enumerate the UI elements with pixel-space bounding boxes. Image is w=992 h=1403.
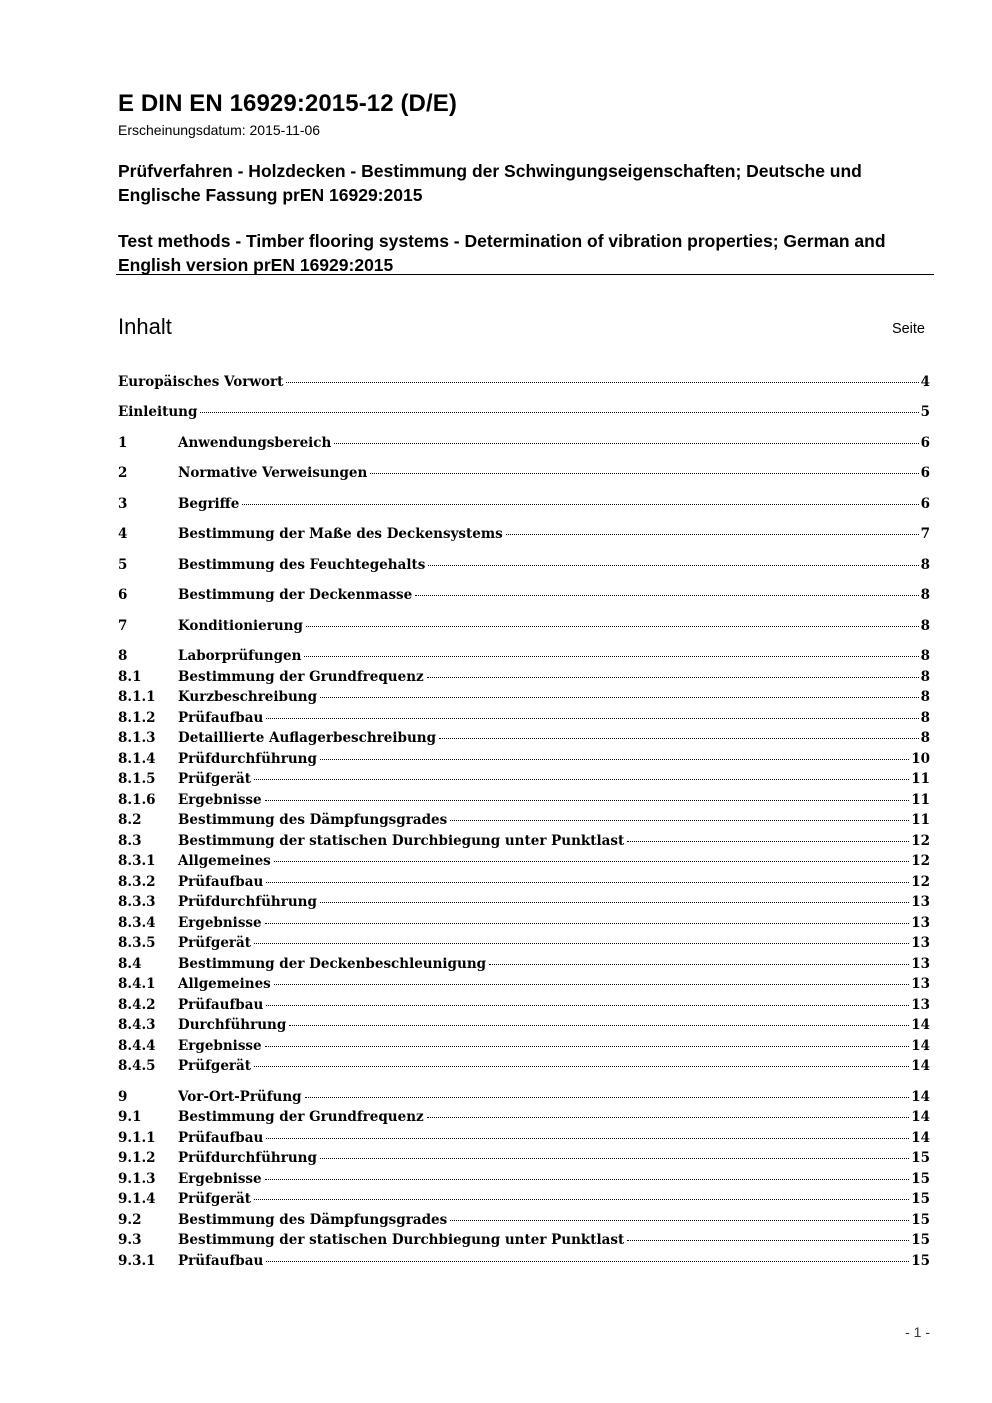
toc-entry-number: 5 xyxy=(118,557,128,573)
toc-entry-page: 8 xyxy=(920,648,930,664)
toc-entry-page: 12 xyxy=(911,833,930,849)
toc-entry[interactable] xyxy=(118,463,930,483)
toc-entry[interactable] xyxy=(118,851,930,871)
toc-entry[interactable] xyxy=(118,1128,930,1148)
toc-dot-leader xyxy=(200,412,918,413)
toc-entry-page: 12 xyxy=(911,853,930,869)
toc-entry-page: 13 xyxy=(911,935,930,951)
publication-date: Erscheinungsdatum: 2015-11-06 xyxy=(118,122,321,138)
toc-entry-label: Ergebnisse xyxy=(178,1171,262,1187)
toc-entry-label: Bestimmung der Grundfrequenz xyxy=(178,669,424,685)
toc-entry[interactable] xyxy=(118,555,930,575)
toc-entry-label: Allgemeines xyxy=(178,853,271,869)
toc-entry-page: 13 xyxy=(911,956,930,972)
toc-entry-page: 14 xyxy=(911,1130,930,1146)
toc-dot-leader xyxy=(286,382,918,383)
toc-entry[interactable] xyxy=(118,1087,930,1107)
toc-entry-label: Prüfaufbau xyxy=(178,997,264,1013)
toc-entry[interactable] xyxy=(118,402,930,422)
toc-dot-leader xyxy=(274,984,909,985)
toc-entry-label: Bestimmung des Dämpfungsgrades xyxy=(178,1212,448,1228)
toc-entry[interactable] xyxy=(118,749,930,769)
toc-dot-leader xyxy=(450,820,909,821)
toc-entry-number: 8.4.2 xyxy=(118,997,156,1013)
toc-dot-leader xyxy=(428,565,918,566)
toc-entry[interactable] xyxy=(118,954,930,974)
toc-dot-leader xyxy=(627,1240,909,1241)
toc-dot-leader xyxy=(254,1066,909,1067)
toc-entry-label: Laborprüfungen xyxy=(178,648,302,664)
toc-entry[interactable] xyxy=(118,667,930,687)
toc-dot-leader xyxy=(334,443,918,444)
toc-dot-leader xyxy=(304,656,918,657)
toc-entry-page: 14 xyxy=(911,1109,930,1125)
toc-entry-page: 13 xyxy=(911,894,930,910)
toc-entry-label: Detaillierte Auflagerbeschreibung xyxy=(178,730,437,746)
toc-entry[interactable] xyxy=(118,524,930,544)
toc-entry[interactable] xyxy=(118,831,930,851)
toc-entry-page: 14 xyxy=(911,1038,930,1054)
toc-entry-number: 8.4.1 xyxy=(118,976,156,992)
toc-entry-label: Prüfdurchführung xyxy=(178,1150,317,1166)
toc-entry[interactable] xyxy=(118,974,930,994)
toc-entry-page: 8 xyxy=(920,618,930,634)
toc-entry-number: 8.2 xyxy=(118,812,142,828)
toc-entry-number: 9.1.4 xyxy=(118,1191,156,1207)
toc-dot-leader xyxy=(320,697,919,698)
toc-dot-leader xyxy=(265,1046,910,1047)
page-number: - 1 - xyxy=(905,1324,930,1340)
toc-entry-number: 8.4.4 xyxy=(118,1038,156,1054)
toc-entry-page: 11 xyxy=(911,792,930,808)
toc-entry-page: 8 xyxy=(920,587,930,603)
toc-entry-label: Konditionierung xyxy=(178,618,303,634)
toc-entry-number: 8.3.5 xyxy=(118,935,156,951)
toc-entry[interactable] xyxy=(118,1251,930,1271)
toc-entry-number: 6 xyxy=(118,587,128,603)
toc-entry-number: 9.3 xyxy=(118,1232,142,1248)
toc-dot-leader xyxy=(266,1005,909,1006)
toc-entry-page: 8 xyxy=(920,557,930,573)
toc-entry-page: 15 xyxy=(911,1212,930,1228)
toc-dot-leader xyxy=(439,738,919,739)
toc-entry-number: 8.3.4 xyxy=(118,915,156,931)
toc-entry[interactable] xyxy=(118,995,930,1015)
toc-entry-number: 8.1.2 xyxy=(118,710,156,726)
toc-entry-label: Prüfaufbau xyxy=(178,710,264,726)
toc-dot-leader xyxy=(306,626,919,627)
toc-dot-leader xyxy=(320,759,909,760)
toc-entry-number: 4 xyxy=(118,526,128,542)
toc-entry[interactable] xyxy=(118,1210,930,1230)
toc-entry-number: 8.3.2 xyxy=(118,874,156,890)
toc-dot-leader xyxy=(427,1117,910,1118)
toc-entry-label: Ergebnisse xyxy=(178,792,262,808)
toc-entry[interactable] xyxy=(118,708,930,728)
toc-entry[interactable] xyxy=(118,810,930,830)
toc-entry[interactable] xyxy=(118,1148,930,1168)
toc-entry-label: Prüfaufbau xyxy=(178,1130,264,1146)
toc-entry-label: Prüfaufbau xyxy=(178,1253,264,1269)
toc-entry-number: 8.3.3 xyxy=(118,894,156,910)
toc-entry[interactable] xyxy=(118,933,930,953)
toc-entry[interactable] xyxy=(118,769,930,789)
toc-heading: Inhalt xyxy=(118,314,172,339)
toc-entry-page: 15 xyxy=(911,1150,930,1166)
toc-entry-page: 8 xyxy=(920,730,930,746)
toc-dot-leader xyxy=(506,534,919,535)
toc-entry-number: 8.4.3 xyxy=(118,1017,156,1033)
toc-dot-leader xyxy=(254,1199,909,1200)
toc-dot-leader xyxy=(489,964,909,965)
toc-entry-label: Prüfdurchführung xyxy=(178,894,317,910)
toc-entry-label: Begriffe xyxy=(178,496,240,512)
toc-dot-leader xyxy=(427,677,919,678)
toc-entry-page: 11 xyxy=(911,812,930,828)
toc-entry-number: 8.3.1 xyxy=(118,853,156,869)
toc-entry-page: 14 xyxy=(911,1089,930,1105)
toc-entry-number: 8 xyxy=(118,648,128,664)
toc-dot-leader xyxy=(289,1025,909,1026)
toc-dot-leader xyxy=(254,779,909,780)
toc-dot-leader xyxy=(266,1138,909,1139)
toc-entry-page: 15 xyxy=(911,1171,930,1187)
toc-entry-number: 2 xyxy=(118,465,128,481)
toc-entry[interactable] xyxy=(118,790,930,810)
title-divider xyxy=(116,274,934,275)
toc-entry[interactable] xyxy=(118,892,930,912)
toc-entry-number: 8.1.4 xyxy=(118,751,156,767)
toc-entry-page: 11 xyxy=(911,771,930,787)
title-english: Test methods - Timber flooring systems - Determination of vibration properties; German and English version prEN 16929:2015 xyxy=(118,231,886,275)
toc-dot-leader xyxy=(370,473,918,474)
toc-entry-page: 13 xyxy=(911,915,930,931)
document-title: E DIN EN 16929:2015-12 (D/E) xyxy=(118,90,457,117)
toc-dot-leader xyxy=(415,595,918,596)
toc-entry-label: Bestimmung der Deckenbeschleunigung xyxy=(178,956,487,972)
toc-entry[interactable] xyxy=(118,1015,930,1035)
toc-entry-label: Durchführung xyxy=(178,1017,287,1033)
toc-entry-label: Prüfgerät xyxy=(178,1058,252,1074)
toc-dot-leader xyxy=(242,504,918,505)
toc-entry-label: Prüfgerät xyxy=(178,771,252,787)
toc-entry-page: 6 xyxy=(920,435,930,451)
toc-entry[interactable] xyxy=(118,1230,930,1250)
toc-dot-leader xyxy=(266,718,918,719)
toc-entry-page: 8 xyxy=(920,710,930,726)
toc-dot-leader xyxy=(265,800,910,801)
toc-dot-leader xyxy=(266,882,909,883)
toc-entry-label: Vor-Ort-Prüfung xyxy=(178,1089,302,1105)
title-german: Prüfverfahren - Holzdecken - Bestimmung der Schwingungseigenschaften; Deutsche und Englische Fassung prEN 16929:2015 xyxy=(118,161,862,205)
toc-entry-number: 9.1.2 xyxy=(118,1150,156,1166)
toc-entry[interactable] xyxy=(118,1056,930,1076)
toc-entry-label: Prüfgerät xyxy=(178,935,252,951)
toc-entry[interactable] xyxy=(118,585,930,605)
toc-dot-leader xyxy=(266,1261,909,1262)
toc-entry-number: 8.1.6 xyxy=(118,792,156,808)
toc-dot-leader xyxy=(274,861,909,862)
toc-entry-label: Ergebnisse xyxy=(178,915,262,931)
toc-entry-label: Ergebnisse xyxy=(178,1038,262,1054)
toc-entry-label: Einleitung xyxy=(118,404,198,420)
toc-entry-number: 1 xyxy=(118,435,128,451)
toc-entry-number: 9.1.3 xyxy=(118,1171,156,1187)
toc-dot-leader xyxy=(305,1097,910,1098)
toc-entry[interactable] xyxy=(118,913,930,933)
toc-page-column-label: Seite xyxy=(891,321,925,337)
toc-dot-leader xyxy=(265,923,910,924)
toc-entry-page: 14 xyxy=(911,1017,930,1033)
toc-entry[interactable] xyxy=(118,494,930,514)
toc-entry-page: 6 xyxy=(920,465,930,481)
toc-entry-page: 13 xyxy=(911,976,930,992)
toc-dot-leader xyxy=(450,1220,909,1221)
toc-entry-number: 9 xyxy=(118,1089,128,1105)
toc-entry-number: 9.1 xyxy=(118,1109,142,1125)
toc-entry-page: 14 xyxy=(911,1058,930,1074)
toc-entry-number: 3 xyxy=(118,496,128,512)
toc-entry-number: 8.3 xyxy=(118,833,142,849)
toc-entry-label: Allgemeines xyxy=(178,976,271,992)
toc-entry-label: Bestimmung der Deckenmasse xyxy=(178,587,413,603)
toc-entry-number: 8.1.5 xyxy=(118,771,156,787)
toc-entry-number: 9.3.1 xyxy=(118,1253,156,1269)
toc-entry-number: 7 xyxy=(118,618,128,634)
toc-entry-number: 8.4 xyxy=(118,956,142,972)
toc-entry[interactable] xyxy=(118,1107,930,1127)
toc-entry-number: 9.1.1 xyxy=(118,1130,156,1146)
toc-entry[interactable] xyxy=(118,616,930,636)
toc-entry-page: 15 xyxy=(911,1232,930,1248)
toc-entry-page: 7 xyxy=(920,526,930,542)
toc-entry[interactable] xyxy=(118,1189,930,1209)
toc-entry-page: 12 xyxy=(911,874,930,890)
toc-entry[interactable] xyxy=(118,433,930,453)
toc-entry-page: 10 xyxy=(911,751,930,767)
toc-entry-page: 8 xyxy=(920,669,930,685)
toc-entry-label: Kurzbeschreibung xyxy=(178,689,318,705)
toc-dot-leader xyxy=(320,902,909,903)
toc-entry-label: Bestimmung der statischen Durchbiegung unter Punktlast xyxy=(178,1232,625,1248)
toc-entry-number: 8.4.5 xyxy=(118,1058,156,1074)
toc-entry-page: 4 xyxy=(920,374,930,390)
toc-entry[interactable] xyxy=(118,728,930,748)
toc-entry-number: 9.2 xyxy=(118,1212,142,1228)
toc-entry[interactable] xyxy=(118,687,930,707)
toc-entry[interactable] xyxy=(118,372,930,392)
toc-entry-page: 13 xyxy=(911,997,930,1013)
toc-entry-label: Bestimmung der Grundfrequenz xyxy=(178,1109,424,1125)
toc-entry-page: 6 xyxy=(920,496,930,512)
toc-entry-label: Bestimmung des Dämpfungsgrades xyxy=(178,812,448,828)
toc-entry-label: Bestimmung der Maße des Deckensystems xyxy=(178,526,503,542)
toc-entry-label: Anwendungsbereich xyxy=(178,435,332,451)
toc-entry-label: Europäisches Vorwort xyxy=(118,374,284,390)
toc-entry[interactable] xyxy=(118,646,930,666)
toc-entry[interactable] xyxy=(118,1036,930,1056)
toc-dot-leader xyxy=(627,841,909,842)
toc-entry-label: Prüfaufbau xyxy=(178,874,264,890)
toc-entry-number: 8.1.1 xyxy=(118,689,156,705)
toc-entry-label: Bestimmung der statischen Durchbiegung unter Punktlast xyxy=(178,833,625,849)
toc-entry-page: 5 xyxy=(920,404,930,420)
toc-entry-label: Bestimmung des Feuchtegehalts xyxy=(178,557,426,573)
toc-dot-leader xyxy=(254,943,909,944)
toc-entry[interactable] xyxy=(118,1169,930,1189)
toc-entry-page: 15 xyxy=(911,1253,930,1269)
toc-entry-label: Prüfdurchführung xyxy=(178,751,317,767)
toc-entry[interactable] xyxy=(118,872,930,892)
toc-entry-label: Prüfgerät xyxy=(178,1191,252,1207)
toc-entry-number: 8.1.3 xyxy=(118,730,156,746)
toc-entry-number: 8.1 xyxy=(118,669,142,685)
toc-dot-leader xyxy=(265,1179,910,1180)
toc-entry-page: 8 xyxy=(920,689,930,705)
toc-entry-page: 15 xyxy=(911,1191,930,1207)
toc-entry-label: Normative Verweisungen xyxy=(178,465,368,481)
toc-dot-leader xyxy=(320,1158,909,1159)
